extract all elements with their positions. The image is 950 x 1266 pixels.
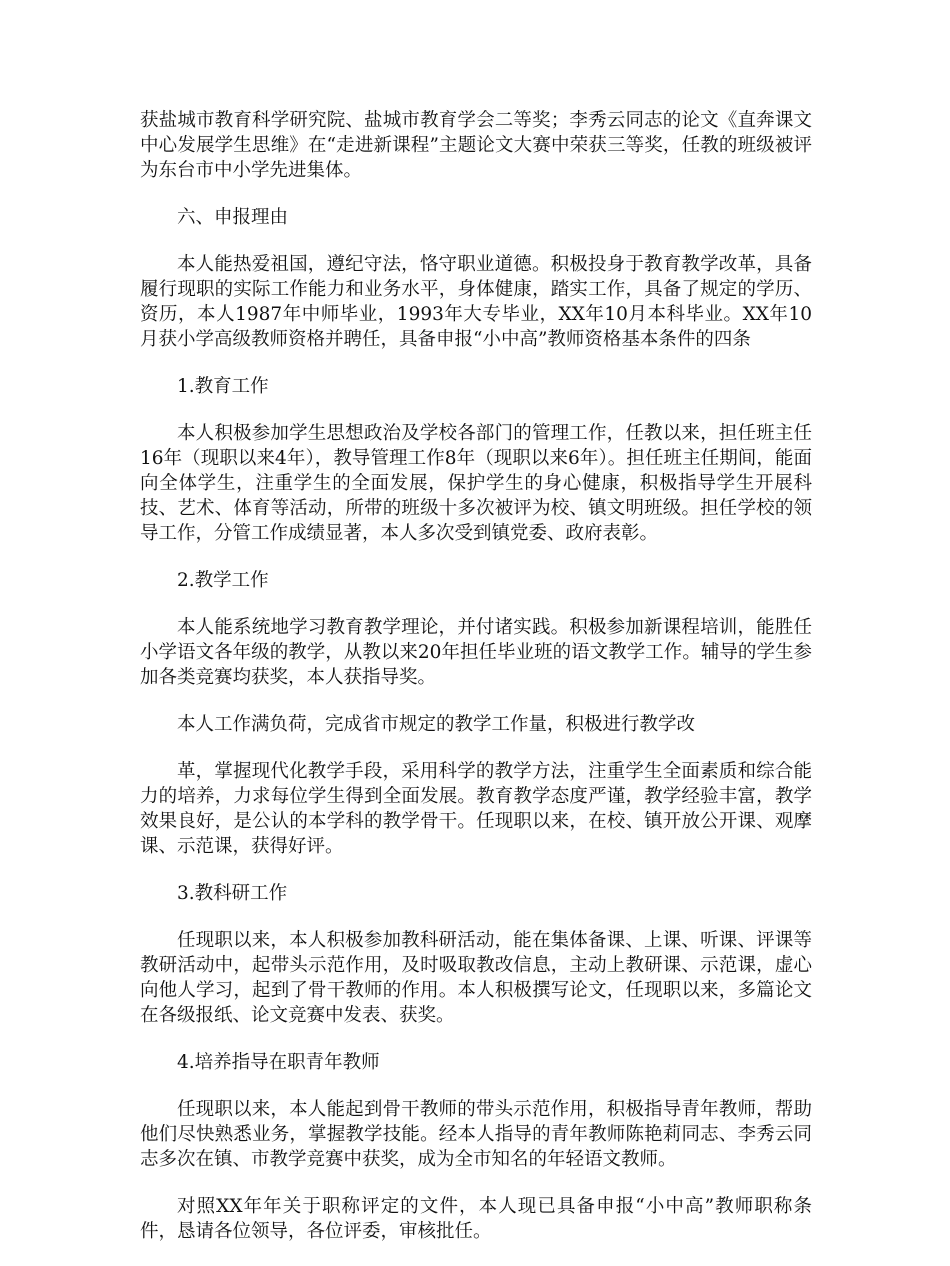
- paragraph-mentoring: 任现职以来，本人能起到骨干教师的带头示范作用，积极指导青年教师，帮助他们尽快熟悉业务，掌握教学技能。经本人指导的青年教师陈艳莉同志、李秀云同志多次在镇、市教学竞赛中获奖，成为全市知名的年轻语文教师。: [140, 1099, 812, 1170]
- subheading-mentoring: 4.培养指导在职青年教师: [177, 1052, 380, 1073]
- paragraph-conclusion: 对照XX年年关于职称评定的文件，本人现已具备申报“小中高”教师职称条件，恳请各位领导，各位评委，审核批任。: [140, 1196, 812, 1242]
- paragraph-awards-continued: 获盐城市教育科学研究院、盐城市教育学会二等奖；李秀云同志的论文《直奔课文中心发展学生思维》在“走进新课程”主题论文大赛中荣获三等奖，任教的班级被评为东台市中小学先进集体。: [140, 110, 812, 181]
- section-heading-reasons: 六、申报理由: [177, 207, 289, 228]
- paragraph-workload: 本人工作满负荷，完成省市规定的教学工作量，积极进行教学改: [177, 714, 696, 735]
- subheading-teaching-work: 2.教学工作: [177, 570, 269, 591]
- paragraph-research-work: 任现职以来，本人积极参加教科研活动，能在集体备课、上课、听课、评课等教研活动中，起带头示范作用，及时吸取教改信息，主动上教研课、示范课，虚心向他人学习，起到了骨干教师的作用。本人积极撰写论文，任现职以来，多篇论文在各级报纸、论文竞赛中发表、获奖。: [140, 930, 812, 1026]
- paragraph-education-work: 本人积极参加学生思想政治及学校各部门的管理工作，任教以来，担任班主任16年（现职以来4年），教导管理工作8年（现职以来6年）。担任班主任期间，能面向全体学生，注重学生的全面发展，保护学生的身心健康，积极指导学生开展科技、艺术、体育等活动，所带的班级十多次被评为校、镇文明班级。担任学校的领导工作，分管工作成绩显著，本人多次受到镇党委、政府表彰。: [140, 423, 812, 544]
- subheading-education-work: 1.教育工作: [177, 376, 269, 397]
- paragraph-qualifications: 本人能热爱祖国，遵纪守法，恪守职业道德。积极投身于教育教学改革，具备履行现职的实际工作能力和业务水平，身体健康，踏实工作，具备了规定的学历、资历，本人1987年中师毕业，1993年大专毕业，XX年10月本科毕业。XX年10月获小学高级教师资格并聘任，具备申报“小中高”教师资格基本条件的四条: [140, 254, 812, 350]
- paragraph-teaching-work: 本人能系统地学习教育教学理论，并付诸实践。积极参加新课程培训，能胜任小学语文各年级的教学，从教以来20年担任毕业班的语文教学工作。辅导的学生参加各类竞赛均获奖，本人获指导奖。: [140, 617, 812, 688]
- document-body: [140, 108, 812, 1266]
- paragraph-teaching-methods: 革，掌握现代化教学手段，采用科学的教学方法，注重学生全面素质和综合能力的培养，力求每位学生得到全面发展。教育教学态度严谨，教学经验丰富，教学效果良好，是公认的本学科的教学骨干。任现职以来，在校、镇开放公开课、观摩课、示范课，获得好评。: [140, 761, 812, 857]
- subheading-research-work: 3.教科研工作: [177, 883, 288, 904]
